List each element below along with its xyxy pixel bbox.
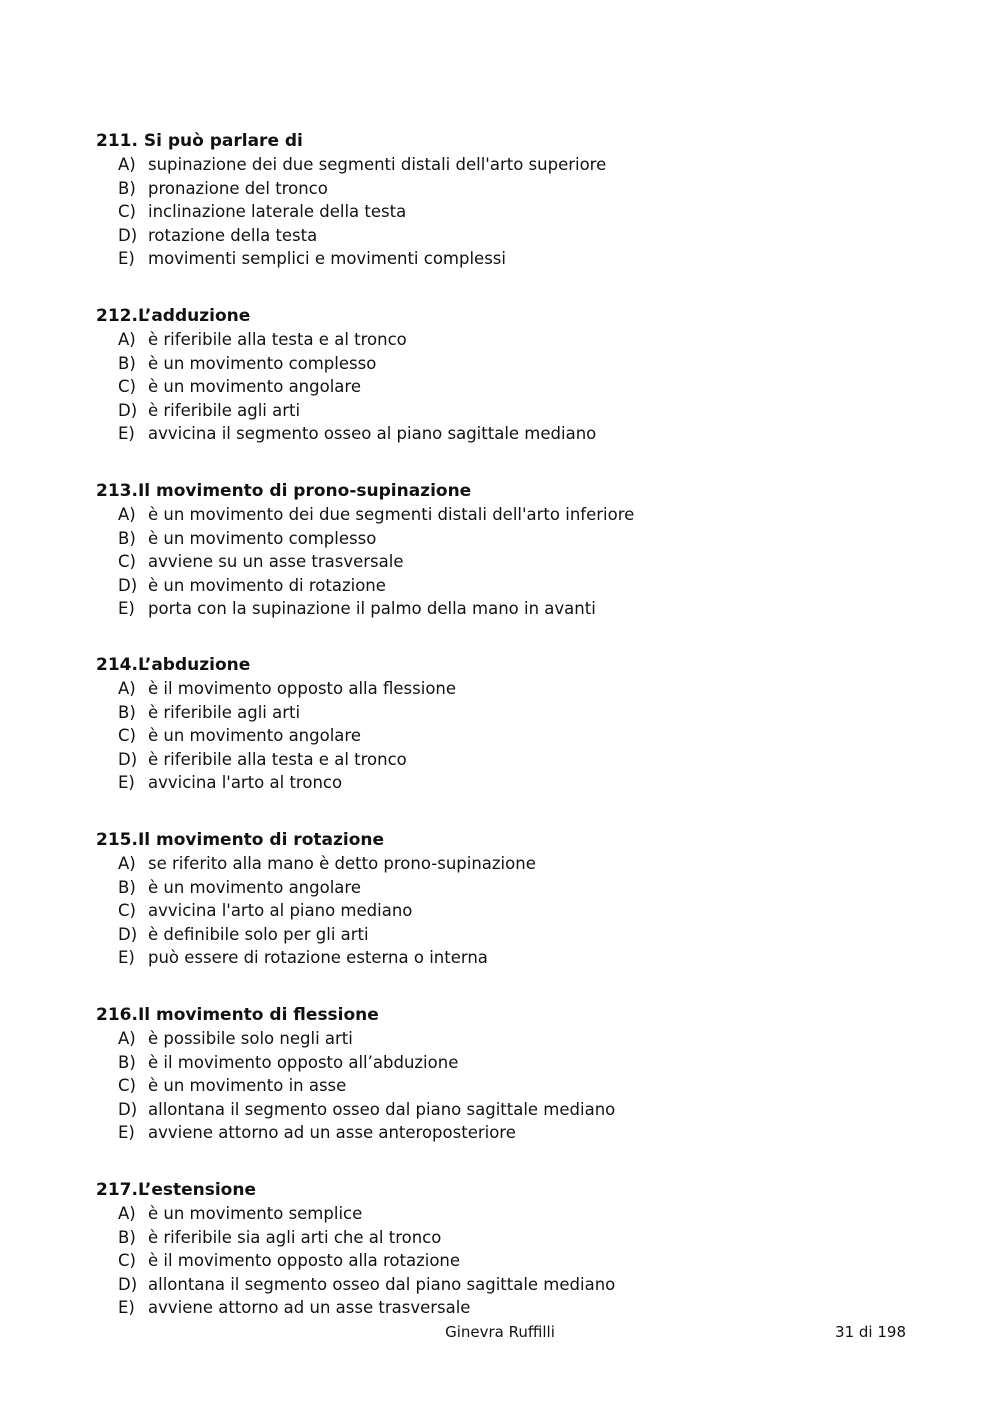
answer-option (96, 771, 936, 795)
answer-option (96, 701, 936, 725)
answer-option (96, 574, 936, 598)
option-letter: C) (118, 901, 136, 921)
option-text: è un movimento angolare (148, 726, 361, 746)
answer-option (96, 352, 936, 376)
option-letter: A) (118, 330, 136, 349)
option-letter: D) (118, 749, 138, 769)
option-text: supinazione dei due segmenti distali dell'arto superiore (148, 155, 607, 174)
question-216 (96, 1003, 936, 1145)
option-letter: A) (118, 854, 136, 873)
answer-option (96, 1249, 936, 1273)
answer-option (96, 527, 936, 551)
option-letter: D) (118, 1099, 138, 1119)
option-text: rotazione della testa (148, 225, 318, 245)
option-letter: C) (118, 1076, 136, 1096)
option-letter: B) (118, 1052, 136, 1072)
option-letter: D) (118, 1274, 138, 1294)
question-title (96, 129, 936, 153)
option-text: è il movimento opposto alla rotazione (148, 1251, 461, 1271)
option-text: è un movimento complesso (148, 528, 377, 548)
option-text: pronazione del tronco (148, 178, 328, 198)
answer-option (96, 422, 936, 446)
answer-option (96, 247, 936, 271)
option-letter: D) (118, 225, 138, 245)
option-letter: B) (118, 877, 136, 897)
question-number: 216. (96, 1005, 138, 1025)
option-text: è riferibile sia agli arti che al tronco (148, 1227, 442, 1247)
option-letter: C) (118, 552, 136, 572)
option-letter: D) (118, 924, 138, 944)
answer-option (96, 1098, 936, 1122)
answer-option (96, 1202, 936, 1226)
answer-option (96, 946, 936, 970)
answer-option (96, 177, 936, 201)
question-text: Si può parlare di (143, 131, 303, 151)
question-text: L’estensione (137, 1180, 256, 1200)
answer-option (96, 748, 936, 772)
question-212 (96, 304, 936, 446)
answer-option (96, 1226, 936, 1250)
question-215 (96, 828, 936, 970)
question-title (96, 304, 936, 328)
option-letter: A) (118, 155, 136, 174)
option-letter: E) (118, 1298, 135, 1318)
answer-option (96, 375, 936, 399)
option-letter: C) (118, 202, 136, 222)
question-text: L’adduzione (137, 306, 251, 326)
answer-option (96, 1027, 936, 1051)
answer-option (96, 724, 936, 748)
question-number: 214. (96, 655, 138, 675)
question-214 (96, 653, 936, 795)
option-text: è possibile solo negli arti (148, 1029, 353, 1048)
option-text: è un movimento di rotazione (148, 575, 386, 595)
option-text: avviene attorno ad un asse trasversale (148, 1298, 471, 1318)
option-text: inclinazione laterale della testa (148, 202, 407, 222)
answer-option (96, 1121, 936, 1145)
answer-option (96, 597, 936, 621)
option-text: è il movimento opposto all’abduzione (148, 1052, 459, 1072)
question-number: 213. (96, 481, 138, 501)
question-213 (96, 479, 936, 621)
question-number: 215. (96, 830, 138, 850)
option-letter: A) (118, 1204, 136, 1223)
question-211 (96, 129, 936, 271)
option-letter: B) (118, 702, 136, 722)
option-letter: E) (118, 948, 135, 968)
answer-option (96, 677, 936, 701)
question-number: 212. (96, 306, 138, 326)
option-text: avviene attorno ad un asse anteroposteriore (148, 1123, 516, 1143)
option-letter: C) (118, 377, 136, 397)
option-text: è il movimento opposto alla flessione (148, 679, 457, 698)
option-letter: B) (118, 178, 136, 198)
option-text: è riferibile agli arti (148, 400, 301, 420)
option-text: avviene su un asse trasversale (148, 552, 404, 572)
option-text: movimenti semplici e movimenti complessi (148, 249, 506, 269)
option-text: è definibile solo per gli arti (148, 924, 369, 944)
answer-option (96, 852, 936, 876)
answer-option (96, 328, 936, 352)
option-text: porta con la supinazione il palmo della mano in avanti (148, 599, 596, 619)
question-text: Il movimento di prono-supinazione (137, 481, 472, 501)
option-text: è riferibile alla testa e al tronco (148, 749, 407, 769)
question-217 (96, 1178, 936, 1320)
option-text: se riferito alla mano è detto prono-supinazione (148, 854, 536, 873)
question-text: L’abduzione (137, 655, 251, 675)
footer-author: Ginevra Ruffilli (445, 1323, 555, 1341)
answer-option (96, 923, 936, 947)
option-letter: D) (118, 400, 138, 420)
question-text: Il movimento di flessione (137, 1005, 379, 1025)
option-text: avvicina l'arto al piano mediano (148, 901, 413, 921)
answer-option (96, 399, 936, 423)
option-text: è riferibile alla testa e al tronco (148, 330, 407, 349)
option-letter: E) (118, 249, 135, 269)
option-text: è un movimento semplice (148, 1204, 363, 1223)
option-letter: E) (118, 1123, 135, 1143)
answer-option (96, 1273, 936, 1297)
option-letter: E) (118, 599, 135, 619)
option-letter: D) (118, 575, 138, 595)
option-text: è un movimento angolare (148, 377, 361, 397)
option-letter: A) (118, 505, 136, 524)
answer-option (96, 153, 936, 177)
question-title (96, 828, 936, 852)
option-letter: C) (118, 726, 136, 746)
option-text: avvicina il segmento osseo al piano sagittale mediano (148, 424, 597, 444)
option-text: è un movimento angolare (148, 877, 361, 897)
option-letter: E) (118, 773, 135, 793)
question-title (96, 1003, 936, 1027)
option-text: è un movimento in asse (148, 1076, 347, 1096)
question-text: Il movimento di rotazione (137, 830, 385, 850)
option-letter: E) (118, 424, 135, 444)
answer-option (96, 1051, 936, 1075)
option-text: avvicina l'arto al tronco (148, 773, 343, 793)
question-number: 217. (96, 1180, 138, 1200)
question-title (96, 479, 936, 503)
question-number: 211. (96, 131, 138, 151)
option-letter: B) (118, 353, 136, 373)
page-number: 31 di 198 (835, 1323, 906, 1341)
question-title (96, 653, 936, 677)
answer-option (96, 1296, 936, 1320)
answer-option (96, 1074, 936, 1098)
option-text: è un movimento complesso (148, 353, 377, 373)
option-letter: B) (118, 528, 136, 548)
option-text: allontana il segmento osseo dal piano sagittale mediano (148, 1274, 616, 1294)
option-letter: B) (118, 1227, 136, 1247)
option-text: allontana il segmento osseo dal piano sagittale mediano (148, 1099, 616, 1119)
option-letter: A) (118, 679, 136, 698)
option-text: è un movimento dei due segmenti distali dell'arto inferiore (148, 505, 635, 524)
question-title (96, 1178, 936, 1202)
answer-option (96, 876, 936, 900)
option-text: è riferibile agli arti (148, 702, 301, 722)
answer-option (96, 200, 936, 224)
option-letter: C) (118, 1251, 136, 1271)
option-letter: A) (118, 1029, 136, 1048)
answer-option (96, 224, 936, 248)
answer-option (96, 503, 936, 527)
answer-option (96, 550, 936, 574)
option-text: può essere di rotazione esterna o interna (148, 948, 488, 968)
answer-option (96, 899, 936, 923)
